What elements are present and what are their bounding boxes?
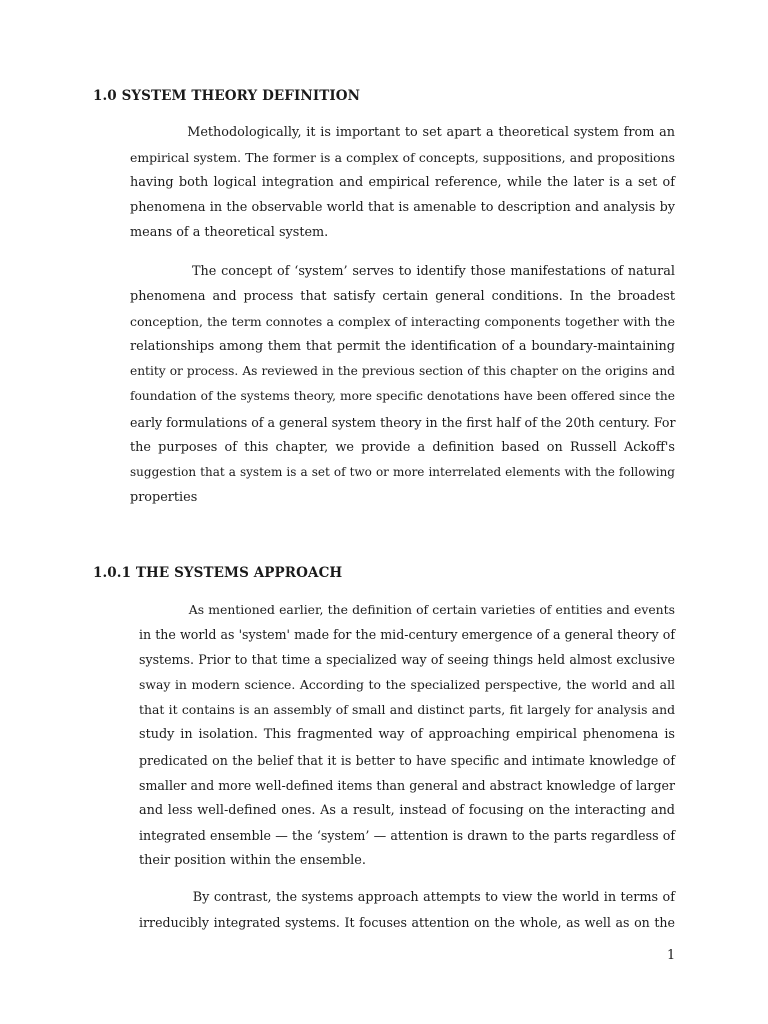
text-line: properties — [130, 489, 198, 505]
text-line: suggestion that a system is a set of two or more interrelated elements with the following — [130, 464, 675, 479]
text-line: foundation of the systems theory, more specific denotations have been offered since the — [130, 389, 675, 404]
text-line: By contrast, the systems approach attempts to view the world in terms of — [139, 890, 675, 905]
text-line: study in isolation. This fragmented way of approaching empirical phenomena is — [139, 727, 675, 743]
text-line: and less well-defined ones. As a result, instead of focusing on the interacting and — [139, 802, 675, 818]
paragraph-theoretical-vs-empirical — [130, 120, 675, 245]
section-heading-systems-approach: 1.0.1 THE SYSTEMS APPROACH — [93, 565, 343, 581]
text-line: sway in modern science. According to the specialized perspective, the world and all — [139, 677, 675, 693]
text-line: irreducibly integrated systems. It focuses attention on the whole, as well as on the — [139, 915, 675, 931]
text-line: As mentioned earlier, the definition of certain varieties of entities and events — [139, 602, 675, 617]
text-line: The concept of ‘system’ serves to identify those manifestations of natural — [130, 264, 675, 279]
text-line: entity or process. As reviewed in the previous section of this chapter on the origins and — [130, 364, 675, 379]
text-line: systems. Prior to that time a specialized way of seeing things held almost exclusive — [139, 652, 675, 668]
text-line: empirical system. The former is a complex of concepts, suppositions, and propositions — [130, 150, 675, 166]
text-line: that it contains is an assembly of small and distinct parts, fit largely for analysis and — [139, 702, 675, 718]
page-number: 1 — [667, 948, 676, 963]
text-line: having both logical integration and empirical reference, while the later is a set of — [130, 175, 675, 191]
paragraph-systems-approach-contrast — [139, 885, 675, 935]
text-line: their position within the ensemble. — [139, 852, 366, 868]
text-line: the purposes of this chapter, we provide a definition based on Russell Ackoff's — [130, 439, 675, 455]
text-line: conception, the term connotes a complex of interacting components together with the — [130, 314, 675, 330]
text-line: relationships among them that permit the identification of a boundary-maintaining — [130, 339, 675, 355]
text-line: early formulations of a general system theory in the first half of the 20th century. For — [130, 414, 676, 430]
text-line: in the world as 'system' made for the mid-century emergence of a general theory of — [139, 627, 675, 643]
text-line: integrated ensemble — the ‘system’ — attention is drawn to the parts regardless of — [139, 827, 675, 843]
text-line: predicated on the belief that it is better to have specific and intimate knowledge of — [139, 752, 675, 768]
text-line: means of a theoretical system. — [130, 225, 329, 241]
text-line: phenomena in the observable world that is amenable to description and analysis by — [130, 200, 675, 216]
text-line: Methodologically, it is important to set apart a theoretical system from an — [130, 125, 675, 140]
paragraph-concept-of-system — [130, 259, 675, 510]
section-heading-system-theory-definition: 1.0 SYSTEM THEORY DEFINITION — [93, 88, 361, 104]
paragraph-specialized-perspective — [139, 597, 675, 873]
text-line: smaller and more well-defined items than general and abstract knowledge of larger — [139, 777, 675, 793]
text-line: phenomena and process that satisfy certain general conditions. In the broadest — [130, 289, 675, 305]
